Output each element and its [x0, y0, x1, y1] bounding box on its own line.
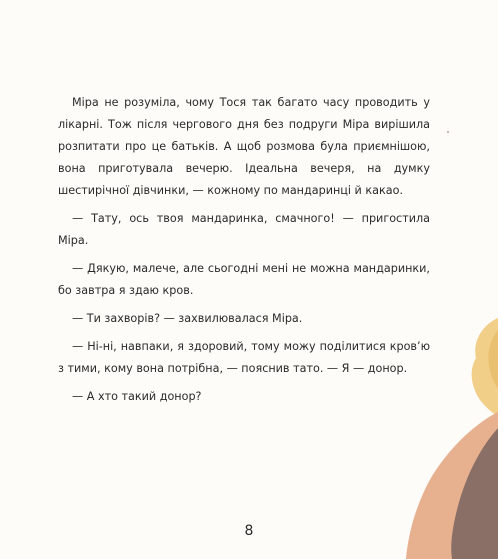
paragraph-dialogue-5: — А хто такий донор?: [72, 390, 202, 403]
paragraph-dialogue-4: — Ні-ні, навпаки, я здоровий, тому можу поділитися кров’ю з тими, кому вона потрібна, — пояснив тато. — Я — донор.: [58, 340, 430, 375]
paragraph-intro: Міра не розуміла, чому Тося так багато часу проводить у лікарні. Тож після чергового дня без подруги Міра вирішила розпитати про це батьків. А щоб розмова була приємнішою, вона приготувала вечерю. Ідеальна вечеря, на думку шестирічної дівчинки, — кожному по мандаринці й какао.: [58, 96, 430, 197]
paper-speck: [447, 131, 449, 133]
paragraph-dialogue-3: — Ти захворів? — захвилювалася Міра.: [72, 312, 303, 325]
page-number: 8: [244, 523, 254, 539]
paragraph-dialogue-2: — Дякую, малече, але сьогодні мені не можна мандаринки, бо завтра я здаю кров.: [58, 262, 430, 297]
paragraph-dialogue-1: — Тату, ось твоя мандаринка, смачного! — пригостила Міра.: [58, 212, 430, 247]
story-text: [58, 92, 430, 414]
character-illustration: [380, 300, 498, 559]
